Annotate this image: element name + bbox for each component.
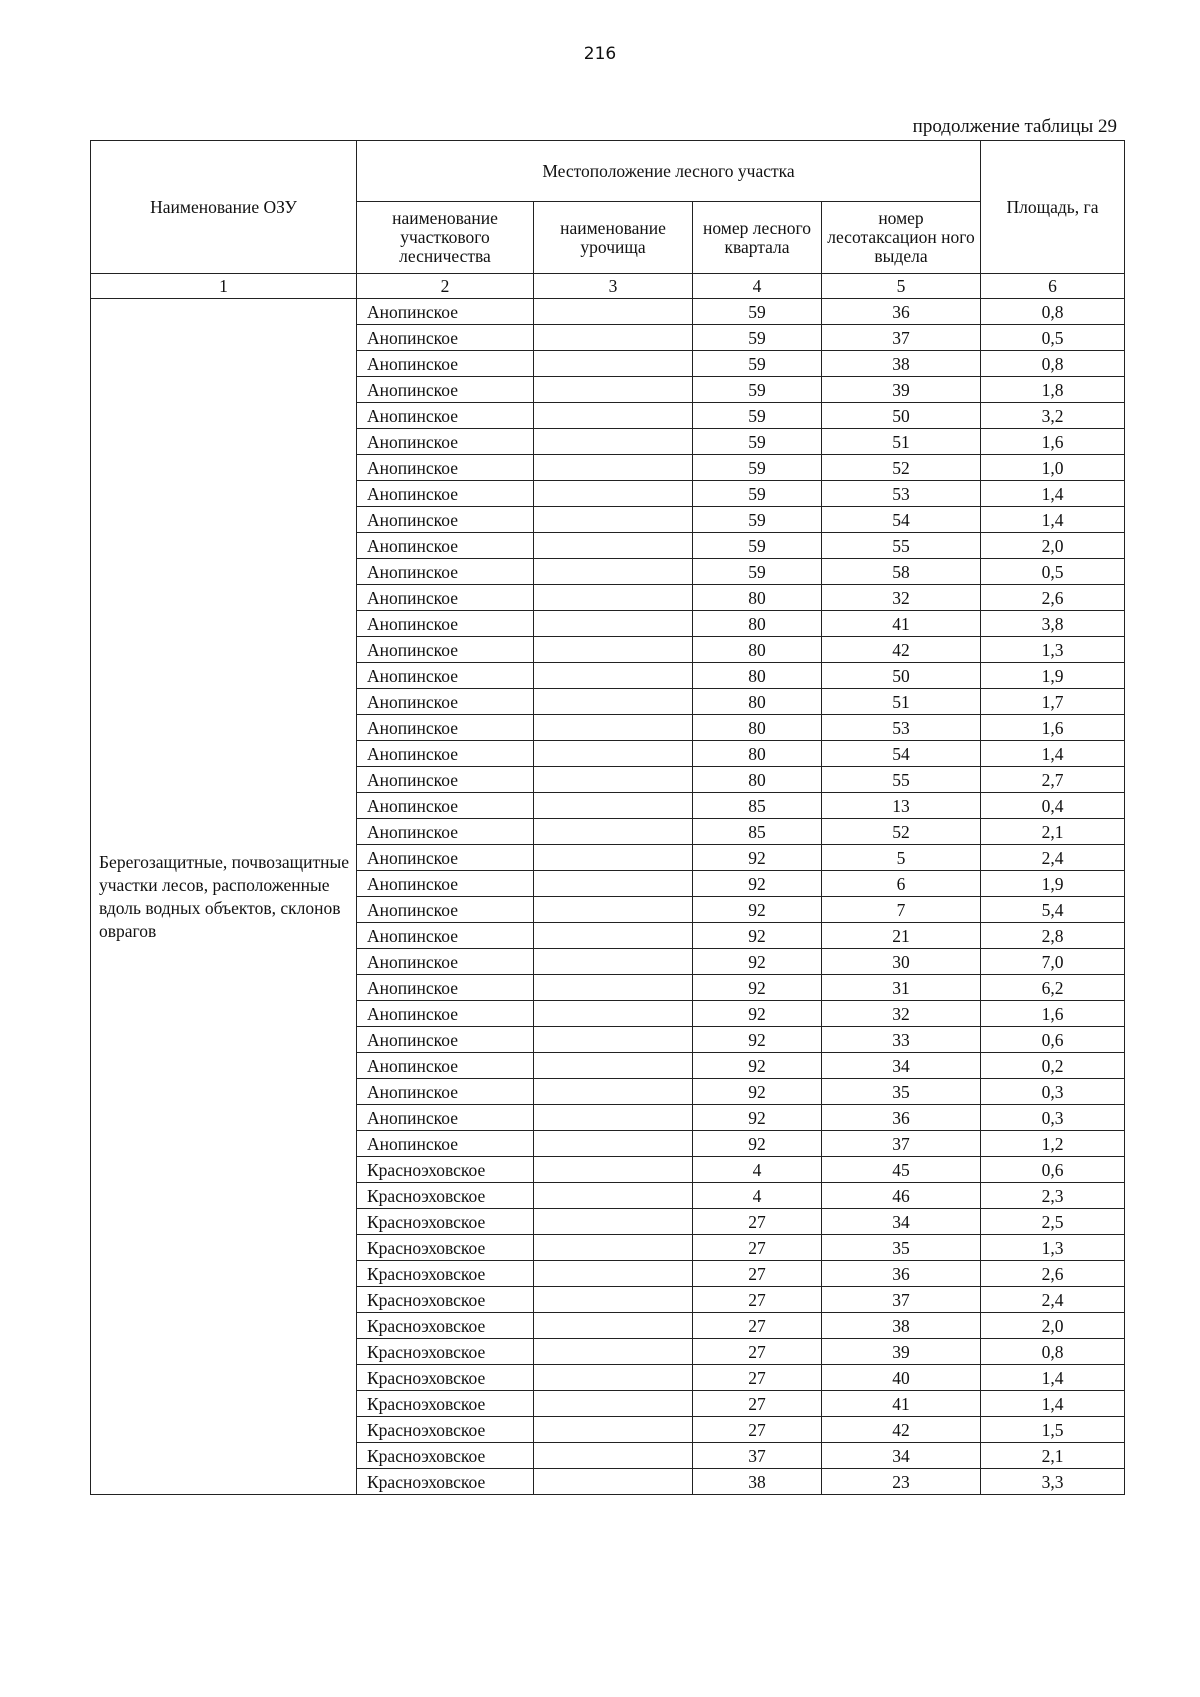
quarter-cell: 59 — [693, 455, 822, 481]
allotment-cell: 39 — [822, 1339, 981, 1365]
forestry-cell: Анопинское — [357, 1027, 534, 1053]
quarter-cell: 59 — [693, 403, 822, 429]
area-cell: 1,4 — [981, 1391, 1125, 1417]
area-cell: 1,6 — [981, 1001, 1125, 1027]
allotment-cell: 41 — [822, 1391, 981, 1417]
tract-cell — [534, 1365, 693, 1391]
tract-cell — [534, 455, 693, 481]
quarter-cell: 80 — [693, 715, 822, 741]
forestry-cell: Красноэховское — [357, 1417, 534, 1443]
tract-cell — [534, 689, 693, 715]
quarter-cell: 27 — [693, 1209, 822, 1235]
area-cell: 0,5 — [981, 559, 1125, 585]
forestry-cell: Красноэховское — [357, 1443, 534, 1469]
allotment-cell: 6 — [822, 871, 981, 897]
header-ozu-name: Наименование ОЗУ — [91, 141, 357, 274]
tract-cell — [534, 715, 693, 741]
allotment-cell: 55 — [822, 767, 981, 793]
tract-cell — [534, 507, 693, 533]
page-number: 216 — [583, 44, 617, 64]
forestry-cell: Красноэховское — [357, 1287, 534, 1313]
allotment-cell: 39 — [822, 377, 981, 403]
forestry-cell: Красноэховское — [357, 1235, 534, 1261]
quarter-cell: 92 — [693, 949, 822, 975]
allotment-cell: 38 — [822, 351, 981, 377]
allotment-cell: 36 — [822, 299, 981, 325]
header-location-group: Местоположение лесного участка — [357, 141, 981, 202]
tract-cell — [534, 741, 693, 767]
area-cell: 2,5 — [981, 1209, 1125, 1235]
header-quarter: номер лесного квартала — [693, 202, 822, 274]
quarter-cell: 80 — [693, 663, 822, 689]
tract-cell — [534, 1131, 693, 1157]
forestry-cell: Анопинское — [357, 325, 534, 351]
tract-cell — [534, 1469, 693, 1495]
tract-cell — [534, 1391, 693, 1417]
area-cell: 0,8 — [981, 351, 1125, 377]
area-cell: 1,9 — [981, 871, 1125, 897]
forestry-cell: Анопинское — [357, 377, 534, 403]
tract-cell — [534, 559, 693, 585]
quarter-cell: 27 — [693, 1235, 822, 1261]
forestry-cell: Красноэховское — [357, 1391, 534, 1417]
forestry-cell: Анопинское — [357, 403, 534, 429]
area-cell: 1,4 — [981, 741, 1125, 767]
forestry-cell: Анопинское — [357, 611, 534, 637]
allotment-cell: 52 — [822, 455, 981, 481]
allotment-cell: 46 — [822, 1183, 981, 1209]
quarter-cell: 37 — [693, 1443, 822, 1469]
area-cell: 3,2 — [981, 403, 1125, 429]
tract-cell — [534, 533, 693, 559]
area-cell: 0,8 — [981, 1339, 1125, 1365]
quarter-cell: 92 — [693, 897, 822, 923]
quarter-cell: 85 — [693, 819, 822, 845]
quarter-cell: 27 — [693, 1313, 822, 1339]
area-cell: 2,8 — [981, 923, 1125, 949]
allotment-cell: 38 — [822, 1313, 981, 1339]
quarter-cell: 59 — [693, 559, 822, 585]
quarter-cell: 85 — [693, 793, 822, 819]
forestry-cell: Красноэховское — [357, 1365, 534, 1391]
allotment-cell: 37 — [822, 325, 981, 351]
forestry-cell: Анопинское — [357, 819, 534, 845]
quarter-cell: 92 — [693, 975, 822, 1001]
tract-cell — [534, 611, 693, 637]
forestry-cell: Анопинское — [357, 481, 534, 507]
tract-cell — [534, 1053, 693, 1079]
allotment-cell: 34 — [822, 1443, 981, 1469]
allotment-cell: 54 — [822, 507, 981, 533]
allotment-cell: 52 — [822, 819, 981, 845]
forestry-cell: Анопинское — [357, 1001, 534, 1027]
area-cell: 1,7 — [981, 689, 1125, 715]
tract-cell — [534, 1261, 693, 1287]
forestry-cell: Анопинское — [357, 663, 534, 689]
column-number: 6 — [981, 274, 1125, 299]
tract-cell — [534, 897, 693, 923]
allotment-cell: 37 — [822, 1287, 981, 1313]
forestry-cell: Анопинское — [357, 507, 534, 533]
tract-cell — [534, 429, 693, 455]
quarter-cell: 92 — [693, 1105, 822, 1131]
allotment-cell: 32 — [822, 1001, 981, 1027]
allotment-cell: 36 — [822, 1105, 981, 1131]
column-number: 2 — [357, 274, 534, 299]
quarter-cell: 59 — [693, 299, 822, 325]
allotment-cell: 42 — [822, 637, 981, 663]
column-number: 5 — [822, 274, 981, 299]
area-cell: 0,2 — [981, 1053, 1125, 1079]
quarter-cell: 59 — [693, 533, 822, 559]
tract-cell — [534, 481, 693, 507]
allotment-cell: 53 — [822, 481, 981, 507]
forestry-cell: Анопинское — [357, 1079, 534, 1105]
forestry-cell: Анопинское — [357, 1105, 534, 1131]
allotment-cell: 50 — [822, 403, 981, 429]
area-cell: 6,2 — [981, 975, 1125, 1001]
quarter-cell: 92 — [693, 1027, 822, 1053]
area-cell: 2,1 — [981, 819, 1125, 845]
area-cell: 1,4 — [981, 481, 1125, 507]
area-cell: 1,0 — [981, 455, 1125, 481]
area-cell: 1,2 — [981, 1131, 1125, 1157]
tract-cell — [534, 975, 693, 1001]
tract-cell — [534, 637, 693, 663]
quarter-cell: 38 — [693, 1469, 822, 1495]
tract-cell — [534, 845, 693, 871]
forestry-cell: Красноэховское — [357, 1157, 534, 1183]
forestry-cell: Анопинское — [357, 793, 534, 819]
forestry-cell: Анопинское — [357, 299, 534, 325]
allotment-cell: 21 — [822, 923, 981, 949]
quarter-cell: 92 — [693, 1131, 822, 1157]
tract-cell — [534, 663, 693, 689]
forestry-cell: Анопинское — [357, 1131, 534, 1157]
allotment-cell: 30 — [822, 949, 981, 975]
quarter-cell: 92 — [693, 923, 822, 949]
allotment-cell: 33 — [822, 1027, 981, 1053]
column-number-row — [91, 274, 1125, 299]
header-forestry: наименование участкового лесничества — [357, 202, 534, 274]
quarter-cell: 80 — [693, 767, 822, 793]
allotment-cell: 34 — [822, 1209, 981, 1235]
tract-cell — [534, 871, 693, 897]
forestry-cell: Анопинское — [357, 871, 534, 897]
area-cell: 1,6 — [981, 715, 1125, 741]
area-cell: 1,3 — [981, 1235, 1125, 1261]
allotment-cell: 51 — [822, 429, 981, 455]
tract-cell — [534, 1001, 693, 1027]
header-tract: наименование урочища — [534, 202, 693, 274]
allotment-cell: 55 — [822, 533, 981, 559]
header-area: Площадь, га — [981, 141, 1125, 274]
tract-cell — [534, 1027, 693, 1053]
allotment-cell: 51 — [822, 689, 981, 715]
forestry-cell: Анопинское — [357, 897, 534, 923]
quarter-cell: 27 — [693, 1339, 822, 1365]
quarter-cell: 92 — [693, 845, 822, 871]
allotment-cell: 35 — [822, 1079, 981, 1105]
area-cell: 3,8 — [981, 611, 1125, 637]
column-number: 4 — [693, 274, 822, 299]
area-cell: 1,4 — [981, 507, 1125, 533]
allotment-cell: 37 — [822, 1131, 981, 1157]
quarter-cell: 4 — [693, 1157, 822, 1183]
tract-cell — [534, 1157, 693, 1183]
tract-cell — [534, 299, 693, 325]
area-cell: 1,9 — [981, 663, 1125, 689]
quarter-cell: 80 — [693, 611, 822, 637]
forestry-cell: Анопинское — [357, 351, 534, 377]
area-cell: 0,3 — [981, 1079, 1125, 1105]
tract-cell — [534, 1183, 693, 1209]
forestry-cell: Красноэховское — [357, 1339, 534, 1365]
tract-cell — [534, 377, 693, 403]
allotment-cell: 42 — [822, 1417, 981, 1443]
area-cell: 0,6 — [981, 1157, 1125, 1183]
allotment-cell: 5 — [822, 845, 981, 871]
allotment-cell: 34 — [822, 1053, 981, 1079]
area-cell: 1,8 — [981, 377, 1125, 403]
allotment-cell: 53 — [822, 715, 981, 741]
tract-cell — [534, 585, 693, 611]
forestry-cell: Красноэховское — [357, 1313, 534, 1339]
quarter-cell: 27 — [693, 1261, 822, 1287]
forestry-cell: Анопинское — [357, 845, 534, 871]
allotment-cell: 23 — [822, 1469, 981, 1495]
area-cell: 3,3 — [981, 1469, 1125, 1495]
forestry-cell: Анопинское — [357, 1053, 534, 1079]
tract-cell — [534, 1209, 693, 1235]
tract-cell — [534, 1417, 693, 1443]
forestry-cell: Анопинское — [357, 767, 534, 793]
forestry-cell: Анопинское — [357, 637, 534, 663]
table-body — [91, 299, 1125, 1495]
quarter-cell: 92 — [693, 1053, 822, 1079]
forestry-cell: Анопинское — [357, 585, 534, 611]
quarter-cell: 59 — [693, 507, 822, 533]
allotment-cell: 13 — [822, 793, 981, 819]
area-cell: 2,3 — [981, 1183, 1125, 1209]
allotment-cell: 50 — [822, 663, 981, 689]
allotment-cell: 45 — [822, 1157, 981, 1183]
header-allotment: номер лесотаксацион ного выдела — [822, 202, 981, 274]
area-cell: 2,4 — [981, 1287, 1125, 1313]
forest-plots-table — [90, 140, 1125, 1495]
tract-cell — [534, 403, 693, 429]
area-cell: 1,3 — [981, 637, 1125, 663]
forestry-cell: Анопинское — [357, 559, 534, 585]
quarter-cell: 92 — [693, 1079, 822, 1105]
allotment-cell: 7 — [822, 897, 981, 923]
area-cell: 2,0 — [981, 533, 1125, 559]
forestry-cell: Анопинское — [357, 975, 534, 1001]
tract-cell — [534, 1079, 693, 1105]
forestry-cell: Анопинское — [357, 429, 534, 455]
area-cell: 0,4 — [981, 793, 1125, 819]
allotment-cell: 31 — [822, 975, 981, 1001]
quarter-cell: 27 — [693, 1417, 822, 1443]
table-row — [91, 299, 1125, 325]
allotment-cell: 36 — [822, 1261, 981, 1287]
quarter-cell: 27 — [693, 1365, 822, 1391]
allotment-cell: 35 — [822, 1235, 981, 1261]
tract-cell — [534, 1105, 693, 1131]
area-cell: 7,0 — [981, 949, 1125, 975]
column-number: 3 — [534, 274, 693, 299]
tract-cell — [534, 351, 693, 377]
forestry-cell: Анопинское — [357, 533, 534, 559]
tract-cell — [534, 1443, 693, 1469]
area-cell: 1,4 — [981, 1365, 1125, 1391]
area-cell: 1,6 — [981, 429, 1125, 455]
forestry-cell: Красноэховское — [357, 1209, 534, 1235]
area-cell: 2,7 — [981, 767, 1125, 793]
quarter-cell: 92 — [693, 871, 822, 897]
quarter-cell: 80 — [693, 585, 822, 611]
tract-cell — [534, 819, 693, 845]
tract-cell — [534, 1287, 693, 1313]
area-cell: 2,0 — [981, 1313, 1125, 1339]
area-cell: 5,4 — [981, 897, 1125, 923]
quarter-cell: 59 — [693, 429, 822, 455]
forestry-cell: Анопинское — [357, 455, 534, 481]
area-cell: 2,1 — [981, 1443, 1125, 1469]
forestry-cell: Анопинское — [357, 689, 534, 715]
quarter-cell: 80 — [693, 637, 822, 663]
quarter-cell: 80 — [693, 741, 822, 767]
quarter-cell: 27 — [693, 1391, 822, 1417]
column-number: 1 — [91, 274, 357, 299]
quarter-cell: 59 — [693, 325, 822, 351]
ozu-category-cell: Берегозащитные, почвозащитные участки лесов, расположенные вдоль водных объектов, склонов оврагов — [91, 299, 357, 1495]
allotment-cell: 41 — [822, 611, 981, 637]
continuation-label: продолжение таблицы 29 — [912, 116, 1117, 137]
area-cell: 0,5 — [981, 325, 1125, 351]
tract-cell — [534, 767, 693, 793]
tract-cell — [534, 1339, 693, 1365]
forestry-cell: Анопинское — [357, 949, 534, 975]
tract-cell — [534, 1235, 693, 1261]
quarter-cell: 80 — [693, 689, 822, 715]
allotment-cell: 40 — [822, 1365, 981, 1391]
area-cell: 1,5 — [981, 1417, 1125, 1443]
tract-cell — [534, 949, 693, 975]
quarter-cell: 59 — [693, 351, 822, 377]
tract-cell — [534, 923, 693, 949]
quarter-cell: 92 — [693, 1001, 822, 1027]
area-cell: 2,6 — [981, 1261, 1125, 1287]
forestry-cell: Анопинское — [357, 741, 534, 767]
area-cell: 0,3 — [981, 1105, 1125, 1131]
forestry-cell: Красноэховское — [357, 1469, 534, 1495]
allotment-cell: 54 — [822, 741, 981, 767]
tract-cell — [534, 793, 693, 819]
area-cell: 2,4 — [981, 845, 1125, 871]
allotment-cell: 58 — [822, 559, 981, 585]
area-cell: 2,6 — [981, 585, 1125, 611]
forestry-cell: Анопинское — [357, 923, 534, 949]
quarter-cell: 59 — [693, 377, 822, 403]
forestry-cell: Красноэховское — [357, 1261, 534, 1287]
tract-cell — [534, 1313, 693, 1339]
area-cell: 0,8 — [981, 299, 1125, 325]
quarter-cell: 59 — [693, 481, 822, 507]
forestry-cell: Красноэховское — [357, 1183, 534, 1209]
allotment-cell: 32 — [822, 585, 981, 611]
tract-cell — [534, 325, 693, 351]
quarter-cell: 4 — [693, 1183, 822, 1209]
quarter-cell: 27 — [693, 1287, 822, 1313]
forestry-cell: Анопинское — [357, 715, 534, 741]
area-cell: 0,6 — [981, 1027, 1125, 1053]
